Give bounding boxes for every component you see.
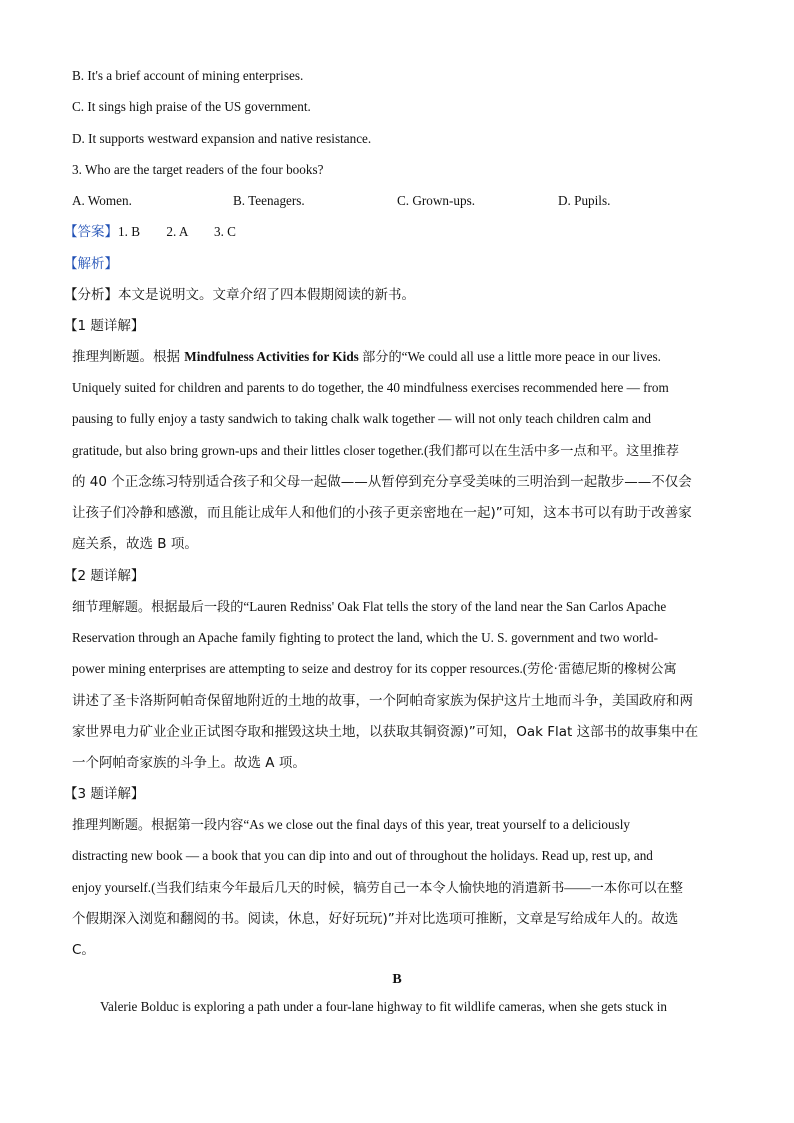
question-3-stem: 3. Who are the target readers of the four books? [72,162,324,177]
option-a-q3: A. Women. [72,193,132,208]
q2-line-2: Reservation through an Apache family fighting to protect the land, which the U. S. government and two world- [72,630,658,645]
option-b-q3: B. Teenagers. [233,193,305,208]
q1-line-1-suffix: 部分的“We could all use a little more peace in our lives. [358,349,661,364]
q2-line-5: 家世界电力矿业企业正试图夺取和摧毁这块土地，以获取其铜资源)”可知，Oak Flat 这部书的故事集中在 [72,724,699,740]
analysis-summary [64,286,714,304]
section-b-title: B [392,972,402,987]
q2-line-4: 讲述了圣卡洛斯阿帕奇保留地附近的土地的故事，一个阿帕奇家族为保护这片土地而斗争，美国政府和两 [72,693,693,709]
q3-line-1: 推理判断题。根据第一段内容“As we close out the final days of this year, treat yourself to a deliciously [72,817,630,832]
analysis-heading: 【解析】 [64,256,118,272]
answer-values: 1. B 2. A 3. C [118,224,236,239]
answer-line [64,223,714,241]
q1-line-6: 让孩子们冷静和感激，而且能让成年人和他们的小孩子更亲密地在一起)”可知，这本书可以有助于改善家 [72,505,692,521]
q1-line-1-prefix: 推理判断题。根据 [72,349,185,365]
q3-heading: 【3 题详解】 [64,786,145,802]
q3-line-4: 个假期深入浏览和翻阅的书。阅读，休息，好好玩玩)”并对比选项可推断，文章是写给成年人的。故选 [72,911,679,927]
option-c-q2: C. It sings high praise of the US government. [72,99,311,114]
q2-line-3: power mining enterprises are attempting to seize and destroy for its copper resources.(劳伦·雷德尼斯的橡树公寓 [72,661,677,676]
q2-line-1: 细节理解题。根据最后一段的“Lauren Redniss' Oak Flat tells the story of the land near the San Carlos Apache [72,599,667,614]
section-b-line-1: Valerie Bolduc is exploring a path under a four-lane highway to fit wildlife cameras, when she gets stuck in [100,999,667,1014]
q1-line-7: 庭关系，故选 B 项。 [72,536,198,552]
q1-heading: 【1 题详解】 [64,318,145,334]
q1-line-3: pausing to fully enjoy a tasty sandwich to taking chalk walk together — will not only teach children calm and [72,411,652,426]
q3-line-3: enjoy yourself.(当我们结束今年最后几天的时候，犒劳自己一本令人愉快地的消遣新书——一本你可以在整 [72,880,683,895]
q3-line-2: distracting new book — a book that you can dip into and out of throughout the holidays. Read up, rest up, and [72,848,653,863]
q3-line-5: C。 [72,942,95,958]
q1-line-4: gratitude, but also bring grown-ups and their littles closer together.(我们都可以在生活中多一点和平。这里推荐 [72,443,679,458]
q1-line-2: Uniquely suited for children and parents to do together, the 40 mindfulness exercises recommended here — from [72,380,669,395]
option-d-q2: D. It supports westward expansion and native resistance. [72,131,372,146]
book-title-mindfulness: Mindfulness Activities for Kids [184,349,359,364]
q2-heading: 【2 题详解】 [64,568,145,584]
q2-line-6: 一个阿帕奇家族的斗争上。故选 A 项。 [72,755,306,771]
option-d-q3: D. Pupils. [558,193,611,208]
option-c-q3: C. Grown-ups. [397,193,476,208]
analysis-label: 【分析】 [64,287,118,303]
q1-line-1 [72,348,722,366]
q1-line-5: 的 40 个正念练习特别适合孩子和父母一起做——从暂停到充分享受美味的三明治到一起散步——不仅会 [72,474,692,490]
analysis-text: 本文是说明文。文章介绍了四本假期阅读的新书。 [118,287,415,303]
option-b-q2: B. It's a brief account of mining enterprises. [72,68,304,83]
answer-label: 【答案】 [64,224,118,240]
